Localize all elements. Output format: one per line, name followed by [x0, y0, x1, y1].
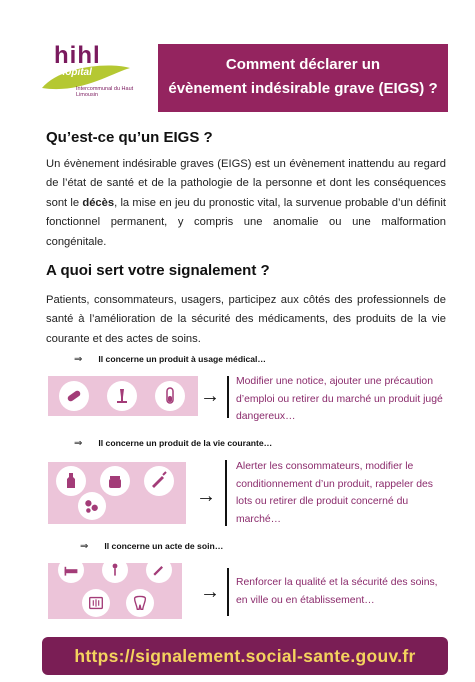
row-care-text: Renforcer la qualité et la sécurité des soins, en ville ou en établissement… [236, 577, 438, 606]
arrow-icon: ⇒ [74, 438, 83, 449]
footer-url-banner [42, 637, 448, 675]
logo-subline: Intercommunal du Haut Limousin [76, 86, 134, 98]
section-signalement-text: Patients, consommateurs, usagers, participez aux côtés des professionnels de santé à l’amélioration de la sécurité des médicaments, des produits de la vie courante et des actes de soins. [46, 294, 446, 345]
title-banner [158, 44, 448, 112]
row-medical-arrow: → [200, 385, 220, 407]
xray-icon [82, 589, 110, 617]
microscope-icon [107, 381, 137, 411]
skeleton-icon [102, 557, 128, 583]
bottle-icon [56, 466, 86, 496]
eigs-text-start: Un évènement indésirable graves (EIGS) est un évènement inattendu au regard de l’état de santé et de la pathologie de la personne et dont les conséquences sont le [46, 158, 446, 209]
row-daily-bracket [225, 460, 227, 526]
row-medical-heading-text: Il concerne un produit à usage médical… [98, 354, 267, 364]
syringe-hand-icon [144, 466, 174, 496]
arrow-icon: ⇒ [80, 541, 89, 552]
pills-icon [78, 492, 106, 520]
tooth-icon [126, 589, 154, 617]
care-icons-band [48, 563, 182, 619]
row-medical-text: Modifier une notice, ajouter une précaution d’emploi ou retirer du marché un produit jugé dangereux… [236, 376, 443, 423]
test-tube-icon [155, 381, 185, 411]
medical-icons-band [48, 376, 198, 416]
pill-icon [59, 381, 89, 411]
logo-word: hihl [54, 42, 101, 69]
section-signalement-heading: A quoi sert votre signalement ? [46, 262, 270, 279]
row-medical-bracket [227, 376, 229, 418]
cream-jar-icon [100, 466, 130, 496]
row-daily-heading-text: Il concerne un produit de la vie courante… [98, 438, 273, 448]
section-eigs-heading: Qu’est-ce qu’un EIGS ? [46, 129, 213, 146]
row-daily-heading [74, 438, 272, 449]
title-line-1: Comment déclarer un [225, 56, 381, 73]
syringe-icon [146, 557, 172, 583]
logo-hospital: Hôpital [58, 67, 92, 78]
daily-icons-band [48, 462, 186, 524]
bed-icon [58, 557, 84, 583]
row-care-heading [80, 541, 223, 552]
header [0, 0, 475, 110]
arrow-icon: ⇒ [74, 354, 83, 365]
row-daily-text: Alerter les consommateurs, modifier le conditionnement d’un produit, rappeler des lots ou retirer dle produit concerné du marché… [236, 461, 433, 525]
eigs-text-bold: décès [82, 196, 115, 209]
section-eigs-text [46, 155, 446, 252]
row-care-bracket [227, 568, 229, 616]
row-daily-arrow: → [196, 485, 216, 507]
row-care-heading-text: Il concerne un acte de soin… [104, 541, 224, 551]
title-line-2: évènement indésirable grave (EIGS) ? [168, 80, 438, 97]
eigs-text-end: , la mise en jeu du pronostic vital, la survenue probable d’un définit fonctionnel permanent, y compris une anomalie ou une malformation congénitale. [46, 196, 446, 248]
signalement-link[interactable]: https://signalement.social-sante.gouv.fr [74, 646, 416, 666]
row-care-arrow: → [200, 581, 220, 603]
hospital-logo [40, 42, 140, 102]
row-medical-heading [74, 354, 266, 365]
